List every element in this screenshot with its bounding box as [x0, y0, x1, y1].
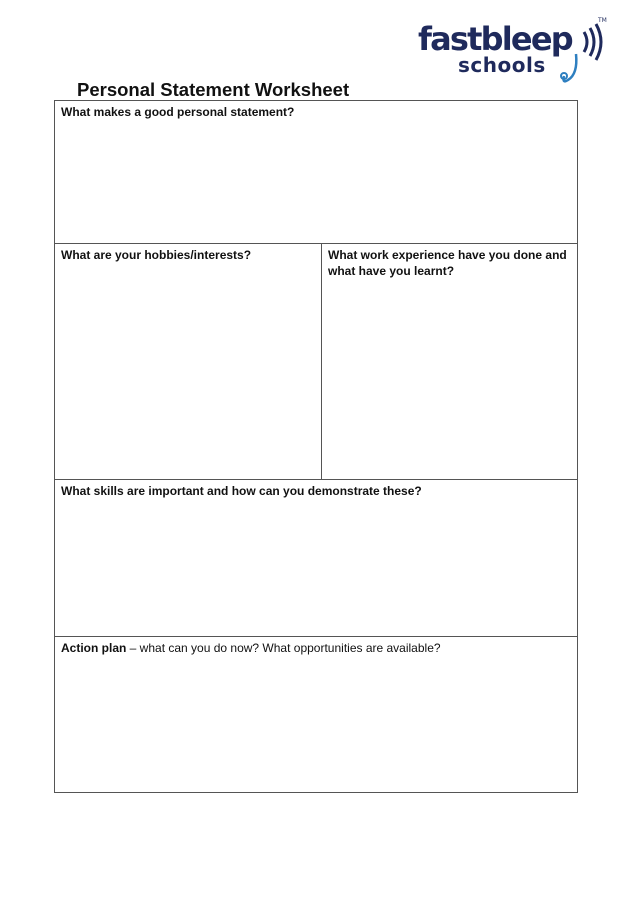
good-statement-heading: What makes a good personal statement?: [61, 105, 295, 119]
action-plan-prompt: – what can you do now? What opportunities are available?: [126, 641, 441, 655]
logo-trademark: TM: [598, 17, 607, 24]
logo-stethoscope-icon: [564, 54, 577, 81]
page-title: Personal Statement Worksheet: [77, 79, 350, 100]
skills-box[interactable]: [55, 479, 577, 636]
logo-soundwave-1: [584, 32, 587, 52]
logo-soundwave-3: [596, 24, 601, 60]
fastbleep-schools-logo: [416, 14, 612, 92]
skills-heading: What skills are important and how can you demonstrate these?: [61, 484, 422, 498]
hobbies-box[interactable]: [55, 243, 321, 479]
action-plan-heading: Action plan: [61, 641, 127, 655]
logo-fastbleep-text: fastbleep: [418, 20, 572, 58]
action-plan-box[interactable]: [55, 636, 577, 792]
work-experience-heading: What work experience have you done and what have you learnt?: [328, 248, 567, 278]
worksheet-table: [54, 100, 578, 793]
hobbies-heading: What are your hobbies/interests?: [61, 248, 252, 262]
good-statement-box[interactable]: [55, 101, 577, 243]
work-experience-box[interactable]: [321, 243, 577, 479]
logo-soundwave-2: [590, 28, 594, 56]
logo-schools-text: schools: [458, 53, 546, 77]
logo-graphic: [416, 14, 612, 92]
